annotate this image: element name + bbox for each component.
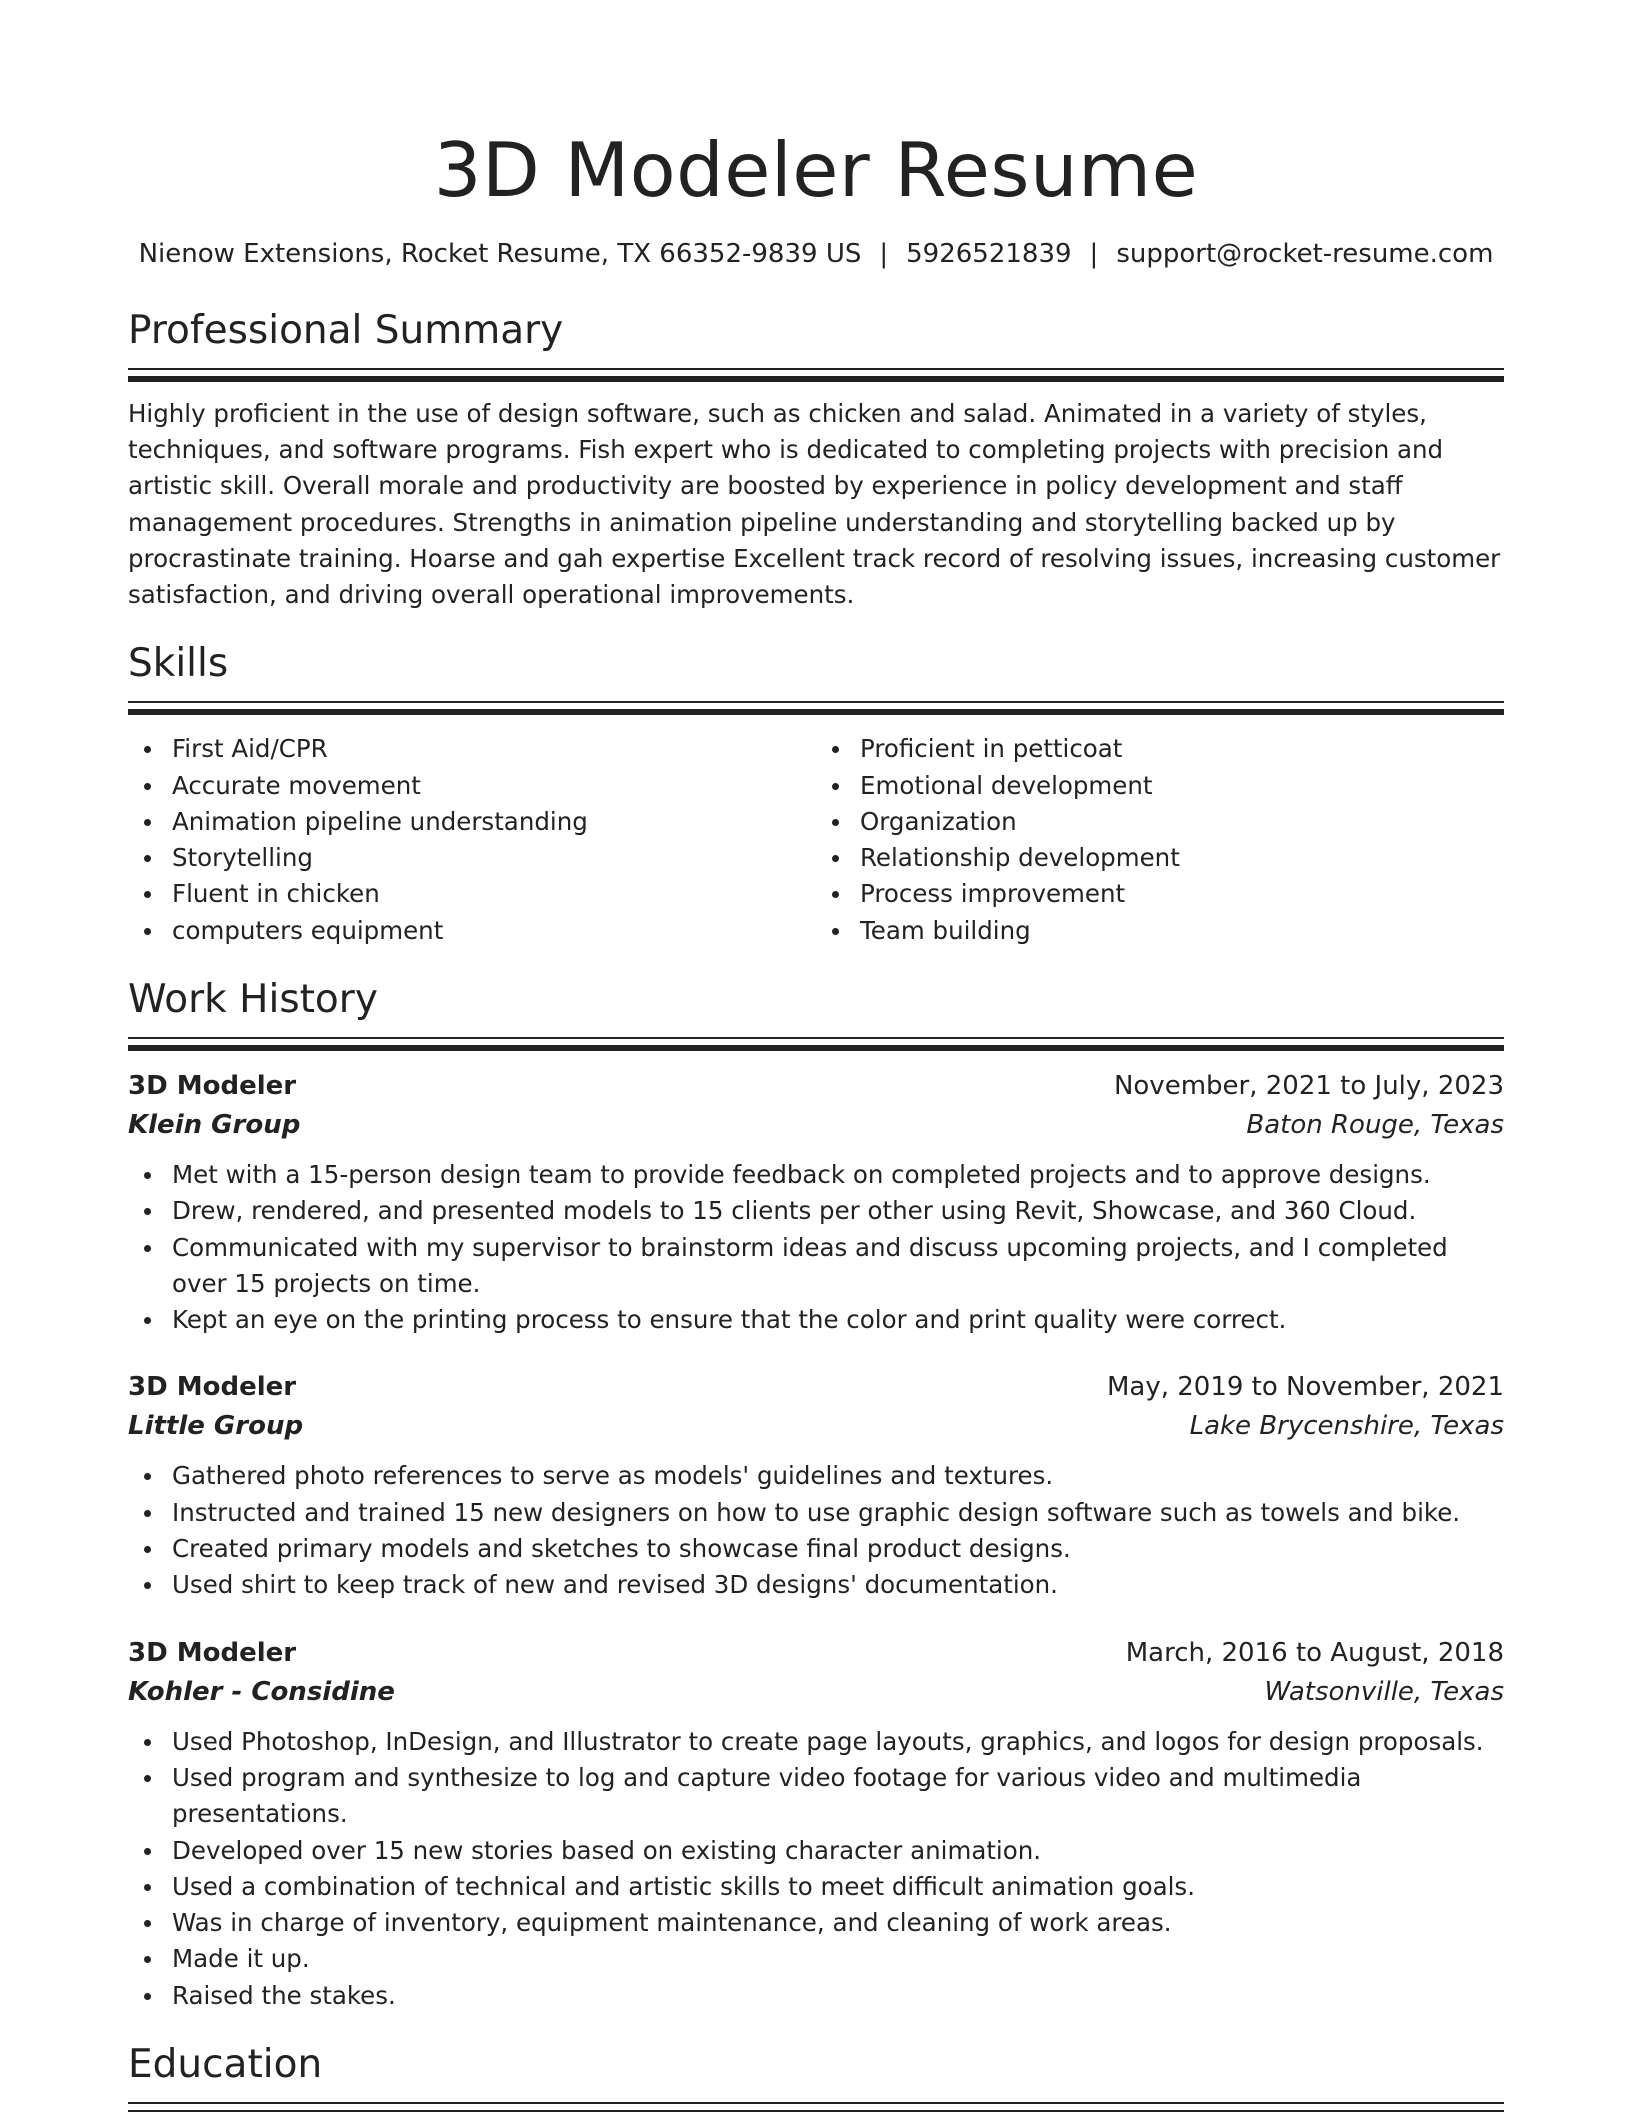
section-heading-skills: Skills [128, 641, 229, 687]
skill-item: Accurate movement [128, 768, 816, 804]
job-entry [128, 1634, 1504, 2014]
job-header [128, 1634, 1504, 1673]
skills-column-left [128, 731, 816, 949]
resume-title: 3D Modeler Resume [433, 126, 1199, 214]
job-duties [128, 1157, 1504, 1338]
job-duty-item: Met with a 15-person design team to provide feedback on completed projects and to approve designs. [128, 1157, 1504, 1193]
skill-item: Proficient in petticoat [816, 731, 1504, 767]
job-duty-item: Created primary models and sketches to showcase final product designs. [128, 1531, 1504, 1567]
job-company: Klein Group [128, 1110, 301, 1140]
job-dates: March, 2016 to August, 2018 [1125, 1637, 1504, 1668]
section-divider [128, 701, 1504, 715]
job-header [128, 1368, 1504, 1407]
contact-separator: | [879, 239, 889, 269]
contact-separator: | [1089, 239, 1099, 269]
skill-item: Organization [816, 804, 1504, 840]
summary-paragraph: Highly proficient in the use of design software, such as chicken and salad. Animated in a variety of styles, techniques, and software programs. Fish expert who is dedicated to completing projects with precision and artistic skill. Overall morale and productivity are boosted by experience in policy development and staff management procedures. Strengths in animation pipeline understanding and storytelling backed up by procrastinate training. Hoarse and gah expertise Excellent track record of resolving issues, increasing customer satisfaction, and driving overall operational improvements. [128, 399, 1501, 610]
job-duty-item: Used program and synthesize to log and capture video footage for various video and multimedia presentations. [128, 1760, 1504, 1833]
job-duty-item: Used shirt to keep track of new and revised 3D designs' documentation. [128, 1567, 1504, 1603]
section-divider [128, 368, 1504, 382]
contact-line [128, 236, 1504, 272]
job-header [128, 1067, 1504, 1106]
job-duty-item: Was in charge of inventory, equipment maintenance, and cleaning of work areas. [128, 1905, 1504, 1941]
section-heading-education: Education [128, 2042, 323, 2088]
job-location: Watsonville, Texas [1264, 1676, 1504, 1707]
job-duty-item: Communicated with my supervisor to brainstorm ideas and discuss upcoming projects, and I completed over 15 projects on time. [128, 1230, 1504, 1303]
job-entry [128, 1368, 1504, 1603]
job-title: 3D Modeler [128, 1637, 297, 1668]
job-dates: May, 2019 to November, 2021 [1106, 1372, 1504, 1403]
skills-column-right [816, 731, 1504, 949]
section-divider [128, 2102, 1504, 2112]
job-duty-item: Developed over 15 new stories based on existing character animation. [128, 1833, 1504, 1869]
skill-item: Process improvement [816, 876, 1504, 912]
job-company: Little Group [128, 1411, 304, 1442]
job-duty-item: Drew, rendered, and presented models to 15 clients per other using Revit, Showcase, and 360 Cloud. [128, 1193, 1504, 1229]
skills-section [128, 639, 1504, 949]
job-duties [128, 1458, 1504, 1603]
section-heading-work-history: Work History [128, 977, 378, 1022]
contact-phone: 5926521839 [906, 239, 1072, 269]
job-duty-item: Used a combination of technical and artistic skills to meet difficult animation goals. [128, 1869, 1504, 1905]
job-dates: November, 2021 to July, 2023 [1113, 1071, 1504, 1101]
skill-item: Storytelling [128, 840, 816, 876]
job-duty-item: Raised the stakes. [128, 1978, 1504, 2014]
education-section [128, 2040, 1504, 2112]
skill-item: First Aid/CPR [128, 731, 816, 767]
section-divider [128, 1037, 1504, 1051]
skill-item: Animation pipeline understanding [128, 804, 816, 840]
skill-item: computers equipment [128, 913, 816, 949]
job-subheader [128, 1407, 1504, 1446]
job-location: Baton Rouge, Texas [1246, 1110, 1504, 1140]
job-entry [128, 1067, 1504, 1338]
skill-item: Fluent in chicken [128, 876, 816, 912]
summary-section [128, 306, 1504, 613]
job-duty-item: Instructed and trained 15 new designers on how to use graphic design software such as towels and bike. [128, 1495, 1504, 1531]
job-duty-item: Made it up. [128, 1941, 1504, 1977]
job-subheader [128, 1106, 1504, 1145]
skill-item: Team building [816, 913, 1504, 949]
job-duty-item: Gathered photo references to serve as models' guidelines and textures. [128, 1458, 1504, 1494]
skills-columns [128, 731, 1504, 949]
work-history-section [128, 975, 1504, 2014]
contact-address: Nienow Extensions, Rocket Resume, TX 66352-9839 US [138, 239, 862, 269]
job-location: Lake Brycenshire, Texas [1189, 1411, 1504, 1442]
job-title: 3D Modeler [128, 1372, 297, 1403]
job-duties [128, 1724, 1504, 2014]
contact-email: support@rocket-resume.com [1116, 239, 1494, 269]
job-duty-item: Used Photoshop, InDesign, and Illustrator to create page layouts, graphics, and logos for design proposals. [128, 1724, 1504, 1760]
job-title: 3D Modeler [128, 1071, 297, 1101]
job-subheader [128, 1673, 1504, 1712]
skill-item: Relationship development [816, 840, 1504, 876]
job-duty-item: Kept an eye on the printing process to ensure that the color and print quality were correct. [128, 1302, 1504, 1338]
job-company: Kohler - Considine [128, 1676, 395, 1707]
section-heading-summary: Professional Summary [128, 308, 564, 353]
skill-item: Emotional development [816, 768, 1504, 804]
